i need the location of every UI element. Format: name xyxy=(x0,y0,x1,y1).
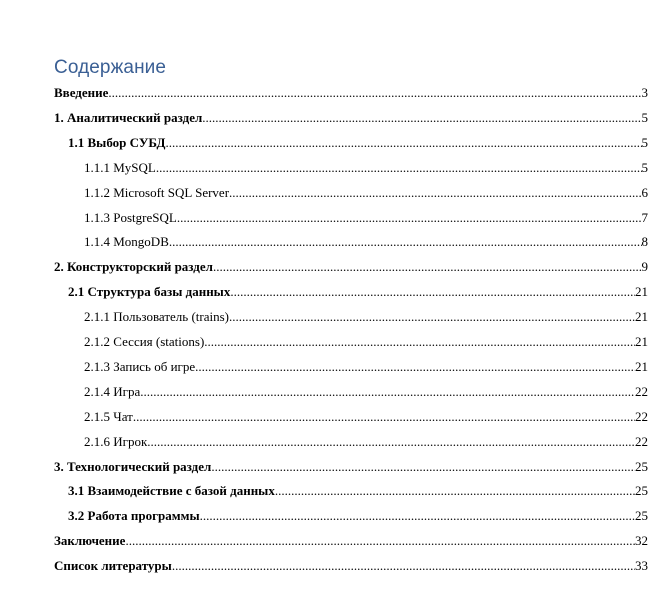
toc-entry-page: 33 xyxy=(635,558,648,574)
toc-entry-label: 3. Технологический раздел xyxy=(54,458,212,474)
toc-entry-page: 9 xyxy=(641,259,648,275)
toc-entry-page: 7 xyxy=(641,209,648,225)
toc-entry-section-1-1[interactable] xyxy=(68,135,648,151)
toc-leader-dots xyxy=(200,508,635,524)
toc-entry-label: 1.1.3 PostgreSQL xyxy=(84,209,177,225)
toc-entry-page: 25 xyxy=(635,458,648,474)
toc-leader-dots xyxy=(204,334,635,350)
toc-entry-page: 5 xyxy=(641,109,648,125)
toc-entry-label: 2.1.2 Сессия (stations) xyxy=(84,334,205,349)
toc-entry-label: 2.1.3 Запись об игре xyxy=(84,358,196,374)
toc-entry-page: 22 xyxy=(635,433,648,449)
toc-leader-dots xyxy=(172,558,635,574)
toc-leader-dots xyxy=(108,85,641,101)
toc-leader-dots xyxy=(156,160,642,176)
toc-leader-dots xyxy=(147,434,635,450)
toc-leader-dots xyxy=(211,459,635,475)
toc-entry-page: 21 xyxy=(635,309,648,325)
toc-entry-subsection-2-1-5[interactable] xyxy=(84,409,648,425)
toc-entry-label: 1.1.4 MongoDB xyxy=(84,234,169,250)
toc-entry-label: 1.1.2 Microsoft SQL Server xyxy=(84,184,230,200)
toc-entry-page: 3 xyxy=(641,85,648,100)
toc-entry-page: 21 xyxy=(635,284,648,300)
toc-entry-label: Введение xyxy=(54,85,109,100)
toc-entry-label: 2.1.5 Чат xyxy=(84,408,133,424)
toc-entry-chapter-3[interactable] xyxy=(54,459,648,475)
toc-leader-dots xyxy=(140,384,635,400)
toc-entry-subsection-2-1-6[interactable] xyxy=(84,434,648,450)
toc-leader-dots xyxy=(195,359,635,375)
toc-entry-section-2-1[interactable] xyxy=(68,284,648,300)
toc-entry-page: 8 xyxy=(641,234,648,250)
toc-title: Содержание xyxy=(54,57,167,78)
toc-entry-chapter-2[interactable] xyxy=(54,259,648,275)
toc-entry-section-3-2[interactable] xyxy=(68,508,648,524)
toc-leader-dots xyxy=(229,185,641,201)
toc-entry-conclusion[interactable] xyxy=(54,533,648,549)
toc-entry-label: 1.1.1 MySQL xyxy=(84,159,156,175)
toc-entry-label: 3.2 Работа программы xyxy=(68,508,200,524)
toc-entry-subsection-1-1-4[interactable] xyxy=(84,234,648,250)
toc-leader-dots xyxy=(133,409,635,425)
toc-entry-subsection-2-1-4[interactable] xyxy=(84,384,648,400)
toc-leader-dots xyxy=(229,309,635,325)
toc-entry-page: 25 xyxy=(635,508,648,524)
toc-entry-page: 32 xyxy=(635,533,648,549)
toc-entry-page: 21 xyxy=(635,358,648,374)
toc-entry-label: Список литературы xyxy=(54,558,172,574)
toc-entry-page: 5 xyxy=(641,159,648,175)
toc-entry-label: 2.1.6 Игрок xyxy=(84,433,148,449)
toc-entry-page: 25 xyxy=(635,483,648,499)
toc-entry-label: 2.1 Структура базы данных xyxy=(68,284,231,300)
toc-entry-references[interactable] xyxy=(54,558,648,574)
toc-leader-dots xyxy=(169,234,642,250)
toc-entry-page: 6 xyxy=(641,184,648,200)
toc-leader-dots xyxy=(165,135,641,151)
toc-leader-dots xyxy=(230,284,635,300)
toc-entry-label: 3.1 Взаимодействие с базой данных xyxy=(68,483,275,499)
toc-entry-page: 22 xyxy=(635,408,648,424)
toc-leader-dots xyxy=(275,483,635,499)
toc-entry-chapter-1[interactable] xyxy=(54,110,648,126)
toc-entry-subsection-2-1-1[interactable] xyxy=(84,309,648,325)
toc-leader-dots xyxy=(125,533,635,549)
toc-entry-subsection-1-1-1[interactable] xyxy=(84,160,648,176)
toc-entry-page: 22 xyxy=(635,383,648,399)
toc-entry-subsection-1-1-2[interactable] xyxy=(84,185,648,201)
toc-entry-label: 1.1 Выбор СУБД xyxy=(68,134,166,150)
toc-entry-label: Заключение xyxy=(54,533,126,549)
toc-entry-label: 1. Аналитический раздел xyxy=(54,109,203,125)
toc-leader-dots xyxy=(177,210,642,226)
toc-entry-subsection-1-1-3[interactable] xyxy=(84,210,648,226)
toc-entry-page: 5 xyxy=(641,134,648,150)
toc-entry-label: 2. Конструкторский раздел xyxy=(54,259,213,275)
toc-entry-subsection-2-1-3[interactable] xyxy=(84,359,648,375)
toc-leader-dots xyxy=(213,259,642,275)
toc-entry-subsection-2-1-2[interactable] xyxy=(84,334,648,350)
toc-entry-introduction[interactable] xyxy=(54,85,648,101)
toc-entry-label: 2.1.4 Игра xyxy=(84,383,141,399)
toc-leader-dots xyxy=(202,110,641,126)
toc-entry-section-3-1[interactable] xyxy=(68,483,648,499)
toc-entry-label: 2.1.1 Пользователь (trains) xyxy=(84,309,229,325)
toc-entry-page: 21 xyxy=(635,334,648,349)
